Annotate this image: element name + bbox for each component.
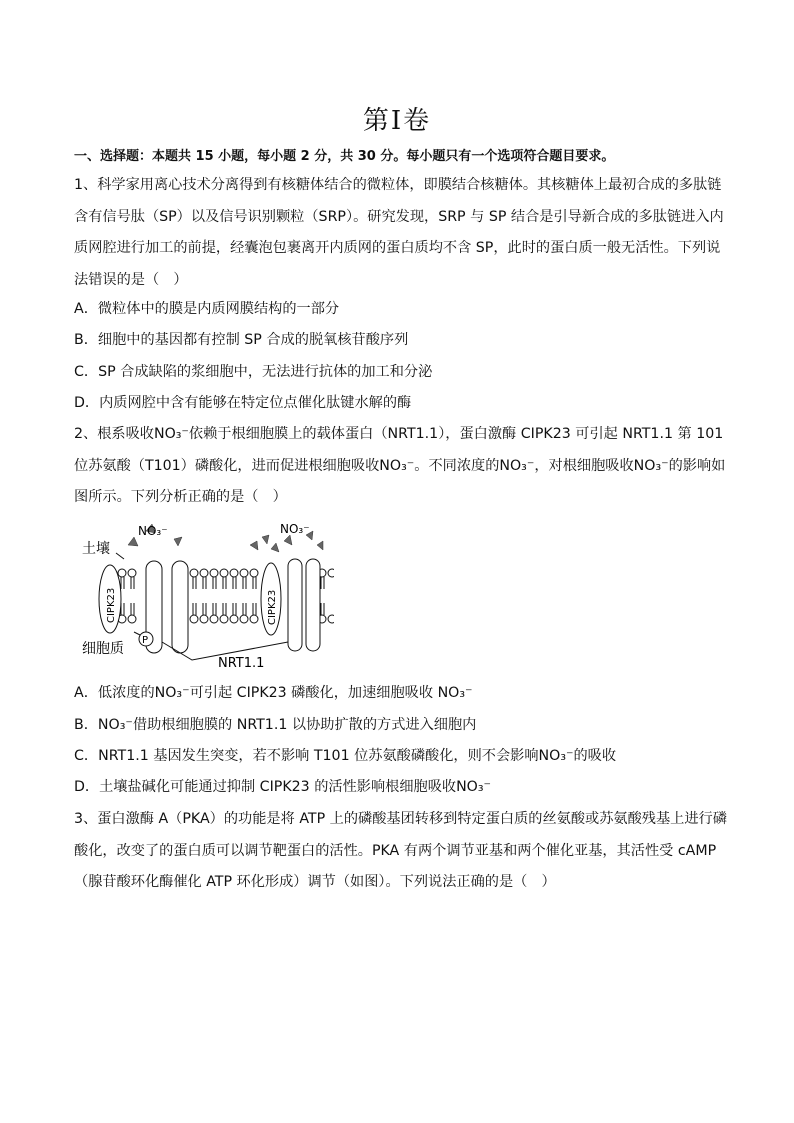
membrane-figure: [74, 515, 334, 670]
question-2-option-c[interactable]: C．NRT1.1 基因发生突变，若不影响 T101 位苏氨酸磷酸化，则不会影响NO₃⁻的吸收: [74, 748, 617, 764]
question-2-option-d[interactable]: D．土壤盐碱化可能通过抑制 CIPK23 的活性影响根细胞吸收NO₃⁻: [74, 779, 492, 795]
soil-arrow: [116, 553, 124, 559]
page-title: 第Ⅰ卷: [362, 106, 432, 136]
label-no3-left: NO₃⁻: [138, 524, 168, 538]
membrane-diagram: [74, 515, 334, 670]
question-3-stem: 3、蛋白激酶 A（PKA）的功能是将 ATP 上的磷酸基团转移到特定蛋白质的丝氨酸或苏氨酸残基上进行磷酸化，改变了的蛋白质可以调节靶蛋白的活性。PKA 有两个调节亚基和两个催化亚基，其活性受 cAMP（腺苷酸环化酶催化 ATP 环化形成）调节（如图）。下列说法正确的是（ ）: [74, 811, 727, 890]
question-1-option-d[interactable]: D．内质网腔中含有能够在特定位点催化肽键水解的酶: [74, 395, 412, 411]
nrt-right-channel: [288, 559, 320, 651]
phosphate-link: [134, 632, 140, 635]
question-2-stem: 2、根系吸收NO₃⁻依赖于根细胞膜上的载体蛋白（NRT1.1），蛋白激酶 CIPK23 可引起 NRT1.1 第 101 位苏氨酸（T101）磷酸化，进而促进根细胞吸收NO₃⁻。不同浓度的NO₃⁻，对根细胞吸收NO₃⁻的影响如图所示。下列分析正确的是（ ）: [74, 426, 726, 505]
question-2-option-b[interactable]: B．NO₃⁻借助根细胞膜的 NRT1.1 以协助扩散的方式进入细胞内: [74, 717, 477, 733]
question-1-stem: 1、科学家用离心技术分离得到有核糖体结合的微粒体，即膜结合核糖体。其核糖体上最初合成的多肽链含有信号肽（SP）以及信号识别颗粒（SRP）。研究发现，SRP 与 SP 结合是引导新合成的多肽链进入内质网腔进行加工的前提，经囊泡包裹离开内质网的蛋白质均不含 SP，此时的蛋白质一般无活性。下列说法错误的是（ ）: [74, 177, 724, 288]
label-no3-right: NO₃⁻: [280, 522, 310, 536]
question-1-option-c[interactable]: C．SP 合成缺陷的浆细胞中，无法进行抗体的加工和分泌: [74, 364, 433, 380]
label-phosphate: P: [142, 635, 149, 646]
label-cipk-right: CIPK23: [267, 589, 278, 625]
label-nrt: NRT1.1: [218, 656, 265, 670]
label-cipk-left: CIPK23: [106, 587, 117, 623]
label-cytoplasm: 细胞质: [82, 641, 124, 657]
question-1-option-a[interactable]: A．微粒体中的膜是内质网膜结构的一部分: [74, 301, 340, 317]
question-1-option-b[interactable]: B．细胞中的基因都有控制 SP 合成的脱氧核苷酸序列: [74, 332, 409, 348]
question-2-option-a[interactable]: A．低浓度的NO₃⁻可引起 CIPK23 磷酸化，加速细胞吸收 NO₃⁻: [74, 685, 473, 701]
section-heading: 一、选择题：本题共 15 小题，每小题 2 分，共 30 分。每小题只有一个选项符合题目要求。: [74, 149, 615, 164]
label-soil: 土壤: [82, 541, 110, 557]
